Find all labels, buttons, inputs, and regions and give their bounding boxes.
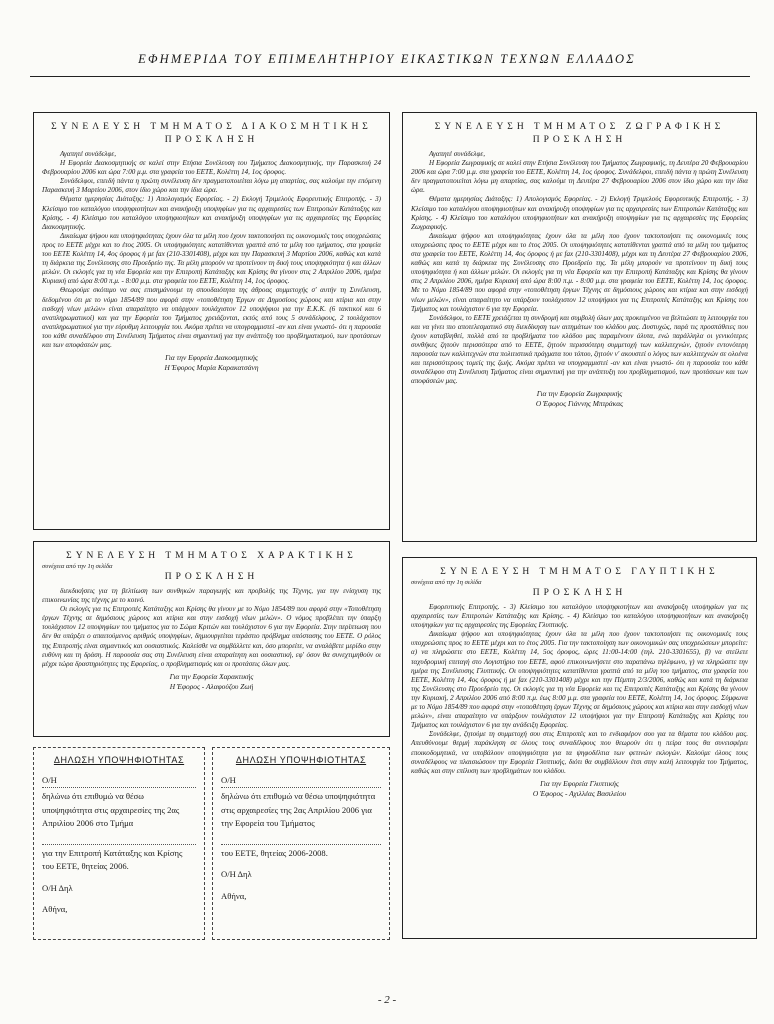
signature — [42, 672, 381, 692]
signature — [42, 353, 381, 373]
candidacy-declaration-form — [212, 747, 390, 940]
paragraph: Συνάδελφοι, επειδή πάντα η πρώτη συνέλευση δεν πραγματοποιείται λόγω μη απαρτίας, σας καλούμε την επόμενη Παρασκευή 3 Μαρτίου 2006, στον ίδιο χώρο και την ίδια ώρα. — [42, 177, 381, 195]
form-title: ΔΗΛΩΣΗ ΥΠΟΨΗΦΙΟΤΗΤΑΣ — [235, 755, 367, 765]
signature-field[interactable]: Ο/Η Δηλ — [221, 869, 252, 879]
page-number: - 2 - — [377, 994, 397, 1006]
signature-field[interactable]: Ο/Η Δηλ — [42, 882, 73, 893]
section-body — [411, 603, 748, 776]
paragraph: Οι εκλογές για τις Επιτροπές Κατάταξης και Κρίσης θα γίνουν με το Νόμο 1854/89 που αφορά στην «Τοποθέτηση έργων Τέχνης σε δημόσιους χώρους και κτίρια και στην εισδοχή νέων μελών». Ο νόμος προβλέπει την ύπαρξη τουλάχιστον 12 υποψηφίων του τμήματος για το Σώμα Κριτών και τουλάχιστον 6 για την Εφορεία. Στην περίπτωση που δεν θα υπάρξει ο απαιτούμενος αριθμός υποψηφίων, δημιουργείται τεράστιο πρόβλημα υπόστασης του ΕΕΤΕ. Ο ρόλος της Επιτροπής είναι σημαντικός και ουσιαστικός. Καλείσθε να συμβάλλετε και, όσο μπορείτε, να αναλάβετε μερίδιο στην ευθύνη και τη δράση. Η παρουσία σας στη Συνέλευση είναι απαραίτητη και ουσιαστική, εφ' όσον θα συνεχτιμηθούν οι μέχρι τώρα δραστηριότητες της Εφορείας, ο προβληματισμός και οι προτάσεις όλων μας. — [42, 605, 381, 668]
paragraph: Δικαίωμα ψήφου και υποψηφιότητας έχουν όλα τα μέλη που έχουν τακτοποιήσει τις οικονομικές τους υποχρεώσεις προς το ΕΕΤΕ μέχρι και το έτος 2005. Οι υποψηφιότητες κατατίθενται γραπτά από τα μέλη του τμήματος, στα γραφεία του ΕΕΤΕ Κολέττη 14, 4ος όροφος ή με fax (210-3301408), μέχρι και την Παρασκευή 3 Μαρτίου 2006, καθώς και κατά τη διάρκεια της Συνέλευσης στο Προεδρείο της. Τα μέλη μπορούν να προτείνουν τη δική τους υποψηφιότητα ή και άλλων μελών. Οι εκλογές για τη νέα Εφορεία και την Επιτροπή Κατάταξης και Κρίσης θα γίνουν στις 2 Απριλίου 2006, ημέρα Κυριακή από ώρα 8:00 π.μ. - 8:00 μ.μ. στα γραφεία του ΕΕΤΕ, Κολέττη 14, 1ος όροφος. — [42, 231, 381, 286]
signature — [411, 389, 748, 409]
painting-section — [402, 112, 757, 542]
signature-org: Για την Εφορεία Γλυπτικής — [540, 778, 619, 788]
continued-note: συνέχεια από την 1η σελίδα — [411, 579, 482, 586]
section-subtitle: ΠΡΟΣΚΛΗΣΗ — [164, 135, 259, 145]
paragraph: Δικαίωμα ψήφου και υποψηφιότητας έχουν όλα τα μέλη που έχουν τακτοποιήσει τις οικονομικές τους υποχρεώσεις προς το ΕΕΤΕ μέχρι και το έτος 2005. Οι υποψηφιότητες κατατίθενται γραπτά από τα μέλη του τμήματος στα γραφεία του ΕΕΤΕ, Κολέττη 14, 4ος όροφος ή με fax (210-3301408), μέχρι και τη Δευτέρα 27 Φεβρουαρίου 2006, καθώς και κατά τη διάρκεια της Συνέλευσης στο Προεδρείο της. Τα μέλη μπορούν να προτείνουν τη δική τους υποψηφιότητα ή και άλλων μελών. Οι εκλογές για τη νέα Εφορεία και την Επιτροπή Κατάταξης και Κρίσης θα γίνουν στις 2 Απριλίου 2006, ημέρα Κυριακή από ώρα 8:00 π.μ. - 8:00 μ.μ. στα γραφεία του ΕΕΤΕ, Κολέττη 14, 1ος όροφος. Με το Νόμο 1854/89 που αφορά στην «τοποθέτηση έργων Τέχνης σε δημόσιους χώρους και κτίρια και στην εισδοχή νέων μελών», είναι απαραίτητο να υπάρξουν τουλάχιστον 12 υποψήφιοι για τις Επιτροπές Κατάταξης και Κρίσης του Τμήματος και τουλάχιστον 6 για την Εφορεία. — [411, 231, 748, 313]
header-rule — [30, 76, 750, 77]
signature-name: Η Έφορος Μαρία Καρακατσάνη — [164, 363, 259, 373]
signature-org: Για την Εφορεία Ζωγραφικής — [536, 389, 623, 399]
section-body — [42, 587, 381, 669]
declaration-text: δηλώνω ότι επιθυμώ να θέσω υποψηφιότητα στις αρχαιρεσίες της 2ας Απριλίου 2006 για την Εφορεία του Τμήματος — [221, 791, 376, 828]
section-title: ΣΥΝΕΛΕΥΣΗ ΤΜΗΜΑΤΟΣ ΖΩΓΡΑΦΙΚΗΣ — [434, 122, 725, 132]
date-field[interactable]: Αθήνα, — [42, 904, 68, 914]
paragraph: Η Εφορεία Ζωγραφικής σε καλεί στην Ετήσια Συνέλευση του Τμήματος Ζωγραφικής, τη Δευτέρα 20 Φεβρουαρίου 2006 και ώρα 7:00 μ.μ. στα γραφεία του ΕΕΤΕ, Κολέττη 14, 1ος όροφος. Συνάδελφοι, επειδή πάντα η πρώτη Συνέλευση δεν πραγματοποιείται λόγω μη απαρτίας, σας καλούμε τη Δευτέρα 27 Φεβρουαρίου 2006 στον ίδιο χώρο και την ίδια ώρα. — [411, 159, 748, 195]
section-subtitle: ΠΡΟΣΚΛΗΣΗ — [164, 572, 259, 582]
paragraph: Εφορευτικής Επιτροπής. - 3) Κλείσιμο του καταλόγου υποψηφιοτήτων και ανακήρυξη υποψηφίων για τις αρχαιρεσίες των Επιτροπών Κατάταξης και Κρίσης. - 4) Κλείσιμο του καταλόγου υποψηφιοτήτων και ανακήρυξη υποψηφίων για τις αρχαιρεσίες της Εφορείας Γλυπτικής. — [411, 603, 748, 630]
paragraph: Συνάδελφοι, το ΕΕΤΕ χρειάζεται τη συνδρομή και συμβολή όλων μας προκειμένου να βελτιώσει τη λειτουργία του και να γίνει πιο αποτελεσματικό στη διεκδίκηση των αιτημάτων του κλάδου μας. Δυστυχώς, παρά τις προσπάθειες που έχουν καταβληθεί, πολλά από τα προβλήματα του κλάδου μας παραμένουν άλυτα, ενώ παράλληλα οι γενικότερες συνθήκες ζητούν περισσότερα από το ΕΕΤΕ, ζητούν περισσότερη συμμετοχή των καλλιτεχνών, ζητούν εντονότερη παρουσία των καλλιτεχνών στα πολιτιστικά πράγματα του τόπου, ζητούν ν' ακουστεί ο λόγος των καλλιτεχνών σε ολοένα και περισσότερους τομείς της ζωής. Ακόμα πρέπει να υπογραμμιστεί -αν και είναι γνωστό- ότι η παρουσία του κάθε συναδέλφου στη Συνέλευση Τμήματος είναι σημαντική για την ανάπτυξη του προβληματισμού, των προτάσεων και των αποφάσεών μας. — [411, 313, 748, 386]
decoration-section — [33, 112, 390, 530]
paragraph: Η Εφορεία Διακοσμητικής σε καλεί στην Ετήσια Συνέλευση του Τμήματος Διακοσμητικής, την Παρασκευή 24 Φεβρουαρίου 2006 και ώρα 7:00 μ.μ. στα γραφεία του ΕΕΤΕ, Κολέττη 14, 1ος όροφος. — [42, 159, 381, 177]
paragraph: Θέματα ημερησίας Διάταξης: 1) Απολογισμός Εφορείας. - 2) Εκλογή Τριμελούς Εφορευτικής Επιτροπής. - 3) Κλείσιμο του καταλόγου υποψηφιοτήτων και ανακήρυξη υποψηφίων για τις αρχαιρεσίες των Επιτροπών Κατάταξης και Κρίσης. - 4) Κλείσιμο του καταλόγου υποψηφιοτήτων και ανακήρυξη υποψηφίων για τις αρχαιρεσίες της Εφορείας Διακοσμητικής. — [42, 195, 381, 231]
paragraph: Δικαίωμα ψήφου και υποψηφιότητας έχουν όλα τα μέλη που έχουν τακτοποιήσει τις οικονομικές τους υποχρεώσεις προς το ΕΕΤΕ μέχρι και το έτος 2005. Για την τακτοποίηση των οικονομικών σας υποχρεώσεων μπορείτε: α) να πληρώσετε στο ΕΕΤΕ, Κολέττη 14, 5ος όροφος, ώρες 11:00-14:00 (τηλ. 210-3301655), β) να στείλετε ταχυδρομική επιταγή στο Λογιστήριο του ΕΕΤΕ, αφού επικοινωνήσετε στο παραπάνω τηλέφωνο, γ) να πληρώσετε την ημέρα της Συνέλευσης Γλυπτικής. Οι υποψηφιότητες κατατίθενται γραπτά από τα μέλη του τμήματος, στα γραφεία του ΕΕΤΕ, Κολέττη 14, 4ος όροφος ή με fax (210-3301408) μέχρι και την Πέμπτη 2/3/2006, καθώς και κατά τη διάρκεια της Συνέλευσης στο Προεδρείο της. Οι εκλογές για τη νέα Εφορεία και τις Επιτροπές Κατάταξης και Κρίσης θα γίνουν την Κυριακή, 2 Απριλίου 2006 από 8:00 π.μ. έως 8:00 μ.μ. στα γραφεία του ΕΕΤΕ, Κολέττη 14, 1ος όροφος. Σύμφωνα με το Νόμο 1854/89 που αφορά στην «τοποθέτηση έργων Τέχνης σε δημόσιους χώρους και κτίρια και στην εισδοχή νέων μελών», είναι απαραίτητο να υπάρξουν τουλάχιστον 12 υποψήφιοι για την Επιτροπή Κατάταξης και Κρίσης του Τμήματος και τουλάχιστον 6 για την ανάδειξη Εφορείας. — [411, 630, 748, 730]
newspaper-header: ΕΦΗΜΕΡΙΔΑ ΤΟΥ ΕΠΙΜΕΛΗΤΗΡΙΟΥ ΕΙΚΑΣΤΙΚΩΝ ΤΕΧΝΩΝ ΕΛΛΑΔΟΣ — [138, 52, 636, 66]
paragraph: Συνάδελφε, ζητούμε τη συμμετοχή σου στις Επιτροπές και το ενδιαφέρον σου για τα θέματα του κλάδου μας. Απευθύνουμε θερμή παράκληση σε όλους τους συναδέλφους που θεωρούν ότι η πείρα τους θα συνεισφέρει εποικοδομητικά, να υποβάλουν υποψηφιότητα για τα ψηφοδέλτια των φετινών εκλογών. Καλούμε όλους τους συναδέλφους να πλαισιώσουν την Εφορεία Γλυπτικής, διότι θα συμβάλλουν έτσι στην καλή λειτουργία του Τμήματος, καθώς και στην επίλυση των προβλημάτων του κλάδου. — [411, 730, 748, 775]
declaration-text: για την Επιτροπή Κατάταξης και Κρίσης του ΕΕΤΕ, θητείας 2006. — [42, 847, 183, 871]
signature-org: Για την Εφορεία Διακοσμητικής — [165, 353, 258, 363]
paragraph: Αγαπητέ συνάδελφε, — [429, 150, 485, 158]
paragraph: Θέματα ημερησίας Διάταξης: 1) Απολογισμός Εφορείας. - 2) Εκλογή Τριμελούς Εφορευτικής Επιτροπής. - 3) Κλείσιμο του καταλόγου υποψηφιοτήτων και ανακήρυξη υποψηφίων για τις αρχαιρεσίες των Επιτροπών Κατάταξης και Κρίσης. - 4) Κλείσιμο του καταλόγου υποψηφιοτήτων και ανακήρυξη υποψηφίων για τις αρχαιρεσίες της Εφορείας Ζωγραφικής. — [411, 195, 748, 231]
candidacy-declaration-form — [33, 747, 205, 940]
section-title: ΣΥΝΕΛΕΥΣΗ ΤΜΗΜΑΤΟΣ ΧΑΡΑΚΤΙΚΗΣ — [66, 551, 357, 561]
signature-name: Η Έφορος - Αλαφούζου Ζωή — [169, 681, 254, 691]
name-field[interactable]: Ο/Η — [42, 774, 196, 789]
paragraph: Αγαπητέ συνάδελφε, — [60, 150, 116, 158]
section-body — [42, 150, 381, 350]
signature-name: Ο Έφορος - Αχιλλέας Βασιλείου — [532, 788, 627, 798]
form-title: ΔΗΛΩΣΗ ΥΠΟΨΗΦΙΟΤΗΤΑΣ — [53, 755, 185, 765]
date-field[interactable]: Αθήνα, — [221, 890, 247, 901]
paragraph: Θεωρούμε σκόπιμο να σας επισημάνουμε τη σπουδαιότητα της άθροας συμμετοχής σ' αυτήν τη Συνέλευση, δεδομένου ότι με το νόμο 1854/89 που αφορά στην «τοποθέτηση Έργων σε Δημοσίους χώρους και κτίρια και στην εισδοχή νέων μελών» είναι απαραίτητο να υπάρχουν τουλάχιστον 12 υποψήφιοι για την Ε.Κ.Κ. (6 τακτικοί και 6 αναπληρωματικοί) και για την Εφορεία του Τμήματος χρειάζονται, εκτός από τους 5 συνάδελφους, 2 τουλάχιστον αναπληρωματικοί για την εύρυθμη λειτουργία του. Ακόμα πρέπει να υπογραμμιστεί -αν και είναι γνωστό- ότι η παρουσία του κάθε συναδέλφου στη Συνέλευση Τμήματος είναι σημαντική για την ανάπτυξη του προβληματισμού, των προτάσεων και των αποφάσεών μας. — [42, 286, 381, 349]
name-field[interactable]: Ο/Η — [221, 774, 381, 789]
paragraph: διεκδικήσεις για τη βελτίωση των συνθηκών παραγωγής και προβολής της Τέχνης, για την ενίσχυση της επικοινωνίας της τέχνης με το κοινό. — [42, 587, 381, 605]
declaration-text: δηλώνω ότι επιθυμώ να θέσω υποψηφιότητα στις αρχαιρεσίες της 2ας Απριλίου 2006 στο Τμήμα — [42, 791, 180, 828]
section-field[interactable] — [42, 831, 196, 845]
continued-note: συνέχεια από την 1η σελίδα — [42, 563, 113, 570]
sculpture-section — [402, 557, 757, 939]
section-body — [411, 150, 748, 386]
declaration-text: του ΕΕΤΕ, θητείας 2006-2008. — [221, 847, 328, 858]
signature — [411, 779, 748, 799]
section-field[interactable] — [221, 831, 381, 845]
section-title: ΣΥΝΕΛΕΥΣΗ ΤΜΗΜΑΤΟΣ ΔΙΑΚΟΣΜΗΤΙΚΗΣ — [51, 122, 372, 132]
signature-name: Ο Έφορος Γιάννης Μπτράκας — [535, 399, 624, 409]
signature-org: Για την Εφορεία Χαρακτικής — [169, 671, 254, 681]
section-title: ΣΥΝΕΛΕΥΣΗ ΤΜΗΜΑΤΟΣ ΓΛΥΠΤΙΚΗΣ — [440, 567, 719, 577]
section-subtitle: ΠΡΟΣΚΛΗΣΗ — [532, 135, 627, 145]
printmaking-section — [33, 541, 390, 737]
section-subtitle: ΠΡΟΣΚΛΗΣΗ — [532, 588, 627, 598]
